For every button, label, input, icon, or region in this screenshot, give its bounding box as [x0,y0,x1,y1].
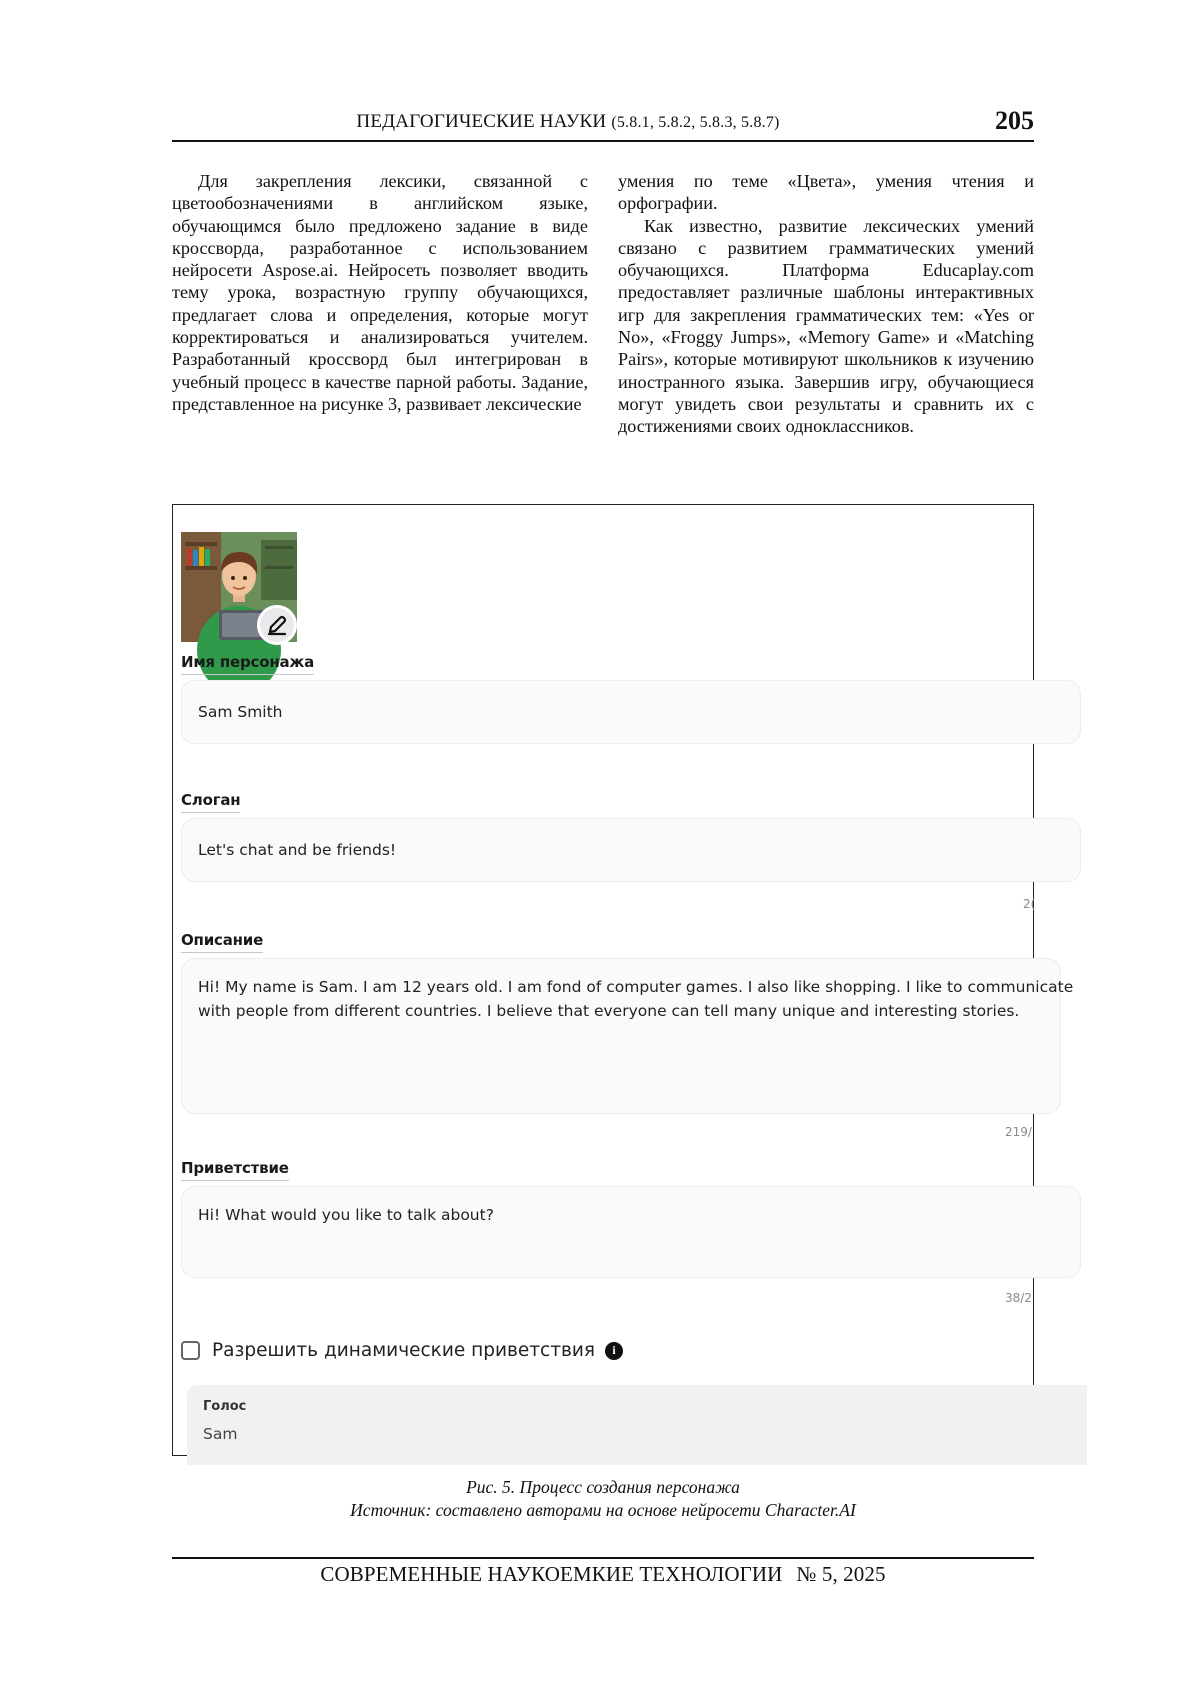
running-footer [172,1562,1034,1587]
dynamic-greetings-label: Разрешить динамические приветствия [212,1340,596,1361]
running-header [172,104,1034,142]
dynamic-greetings-option[interactable] [181,1340,623,1361]
tagline-label: Слоган [181,791,240,813]
character-name-label: Имя персонажа [181,653,314,675]
description-textarea[interactable] [181,958,1074,1114]
left-column [172,170,588,415]
character-name-input[interactable] [181,680,1081,744]
section-codes: (5.8.1, 5.8.2, 5.8.3, 5.8.7) [611,114,780,131]
voice-selector[interactable] [187,1385,1087,1465]
figure-caption: Рис. 5. Процесс создания персонажа [466,1477,740,1497]
right-column [618,170,1034,438]
page-number: 205 [995,106,1034,135]
description-label: Описание [181,931,263,953]
footer-rule [172,1557,1034,1559]
voice-label: Голос [203,1399,247,1414]
tagline-char-counter: 2( [1023,897,1036,911]
greeting-value: Hi! What would you like to talk about? [198,1206,494,1224]
edit-avatar-button[interactable] [257,605,297,645]
description-char-counter: 219/ [1005,1125,1032,1139]
description-value: Hi! My name is Sam. I am 12 years old. I am fond of computer games. I also like shopping. I like to communicate with people from different countries. I believe that everyone can tell many unique and interesting stories. [198,978,1074,1020]
greeting-label: Приветствие [181,1159,289,1181]
journal-title: СОВРЕМЕННЫЕ НАУКОЕМКИЕ ТЕХНОЛОГИИ [320,1562,783,1586]
tagline-value: Let's chat and be friends! [198,841,397,859]
greeting-char-counter: 38/2 [1005,1291,1032,1305]
journal-issue: № 5, 2025 [796,1562,886,1586]
voice-value: Sam [203,1425,238,1443]
tagline-input[interactable] [181,818,1081,882]
dynamic-greetings-checkbox[interactable] [181,1341,200,1360]
paragraph-continuation: умения по теме «Цвета», умения чтения и орфографии. [618,171,1034,214]
journal-section-heading [172,111,964,133]
pencil-icon [266,614,288,636]
character-name-value: Sam Smith [198,703,283,721]
body-text [172,170,1034,466]
figure-source: Источник: составлено авторами на основе нейросети Character.AI [350,1500,856,1520]
info-icon[interactable]: i [605,1342,623,1360]
paragraph: Для закрепления лексики, связанной с цветообозначениями в английском языке, обучающимся было предложено задание в виде кроссворда, разработанное с использованием нейросети Aspose.ai. Нейросеть позволяет вводить тему урока, возрастную группу обучающихся, предлагает слова и определения, которые могут корректироваться и анализироваться учителем. Разработанный кроссворд был интегрирован в учебный процесс в качестве парной работы. Задание, представленное на рисунке 3, развивает лексические [172,171,588,414]
section-title: ПЕДАГОГИЧЕСКИЕ НАУКИ [356,111,607,132]
paragraph: Как известно, развитие лексических умений связано с развитием грамматических умений обучающихся. Платформа Educaplay.com предоставляет различные шаблоны интерактивных игр для закрепления грамматических тем: «Yes or No», «Froggy Jumps», «Memory Game» и «Matching Pairs», которые мотивируют школьников к изучению иностранного языка. Завершив игру, обучающиеся могут увидеть свои результаты и сравнить их с достижениями своих одноклассников. [618,215,1034,437]
greeting-textarea[interactable] [181,1186,1081,1278]
figure-screenshot [172,504,1074,1456]
